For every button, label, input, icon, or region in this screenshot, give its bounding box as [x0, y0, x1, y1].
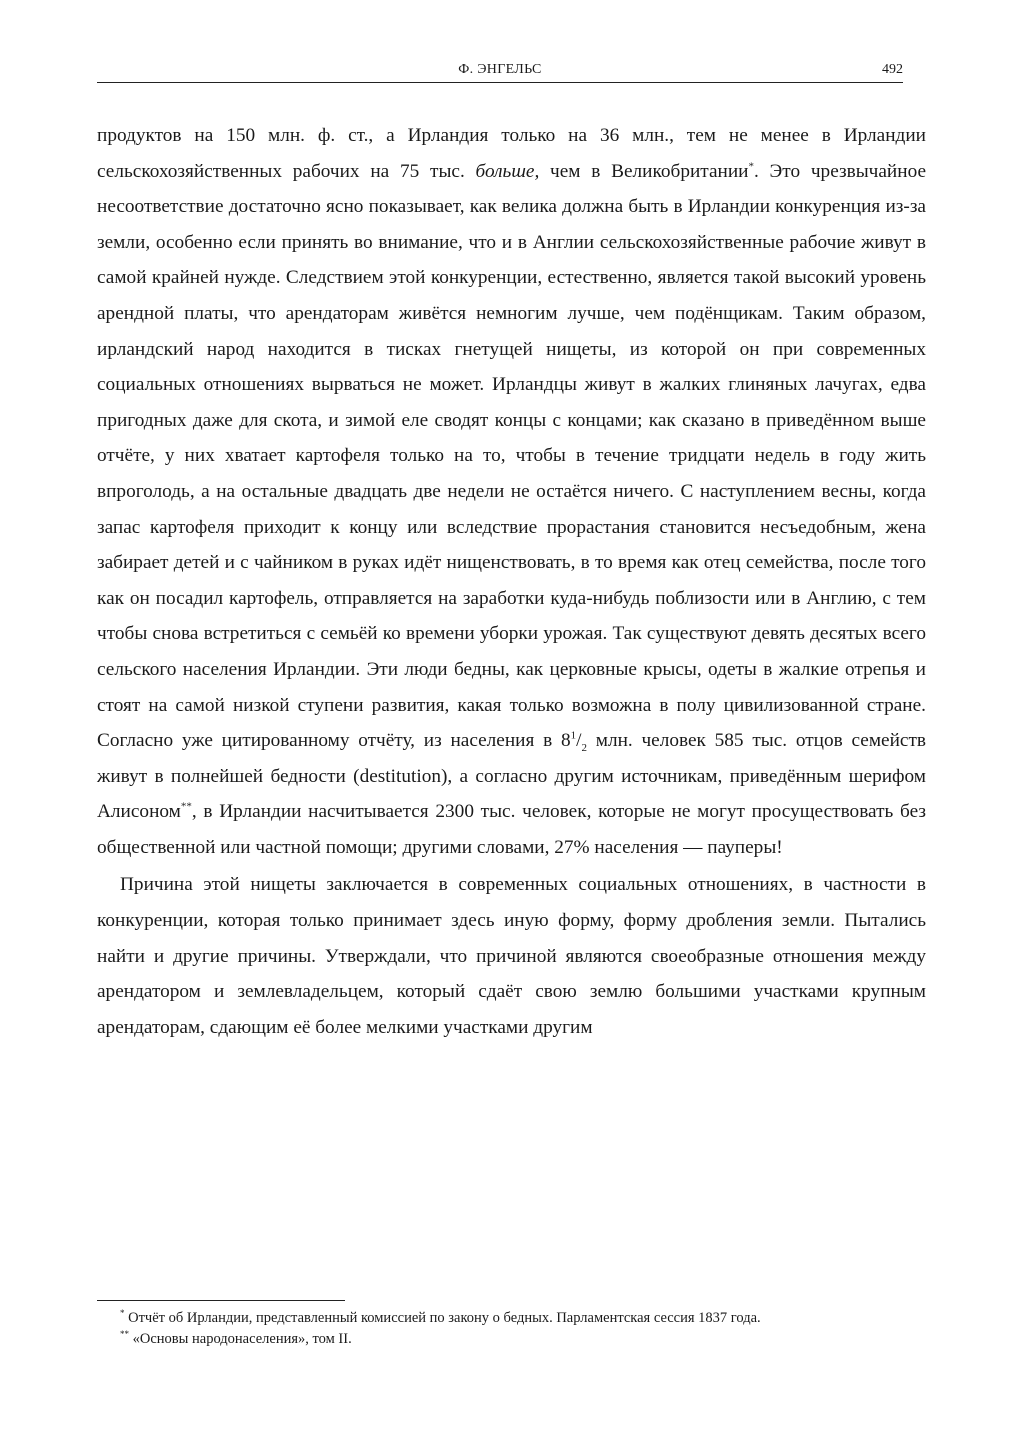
paragraph-2: Причина этой нищеты заключается в современных социальных отношениях, в частности в конкуренции, которая только принимает здесь иную форму, форму дробления земли. Пытались найти и другие причины. Утверждали, что причиной являются своеобразные отношения между арендатором и землевладельцем, который сдаёт свою землю большими участками крупным арендаторам, сдающим её более мелкими участками другим: [97, 874, 926, 1038]
header-title: Ф. ЭНГЕЛЬС: [458, 62, 542, 77]
footnote-separator: [97, 1300, 345, 1301]
fraction-denominator: 2: [581, 741, 587, 754]
emphasis-word: больше,: [475, 160, 540, 182]
running-header: [97, 60, 903, 83]
main-text: [97, 118, 926, 1045]
footnote-2: [120, 1329, 920, 1350]
footnote-2-text: «Основы народонаселения», том II.: [129, 1331, 352, 1347]
paragraph-1-text-5: , в Ирландии насчитывается 2300 тыс. человек, которые не могут просуществовать без общественной или частной помощи; другими словами, 27% населения — пауперы!: [97, 801, 926, 858]
page-number: 492: [882, 62, 903, 77]
footnote-1-mark: *: [120, 1308, 125, 1319]
population-fraction: [560, 729, 587, 754]
paragraph-1-text-2: чем в Великобритании: [539, 160, 749, 182]
footnote-ref-2[interactable]: **: [180, 800, 192, 813]
paragraph-1-text-1: продуктов на 150 млн. ф. ст., а Ирландия только на 36 млн., тем не менее в Ирландии сельскохозяйственных рабочих на 75 тыс.: [97, 125, 926, 182]
fraction-slash: /: [576, 730, 582, 752]
footnotes: [120, 1308, 920, 1350]
footnote-1: [120, 1308, 920, 1329]
fraction-whole: 8: [560, 730, 571, 752]
footnote-1-text: Отчёт об Ирландии, представленный комиссией по закону о бедных. Парламентская сессия 1837 года.: [124, 1310, 761, 1326]
footnote-2-mark: **: [120, 1329, 129, 1340]
paragraph-1-text-3: . Это чрезвычайное несоответствие достаточно ясно показывает, как велика должна быть в Ирландии конкуренция из-за земли, особенно если принять во внимание, что и в Англии сельскохозяйственные рабочие живут в самой крайней нужде. Следствием этой конкуренции, естественно, является такой высокий уровень арендной платы, что арендаторам живётся немногим лучше, чем подёнщикам. Таким образом, ирландский народ находится в тисках гнетущей нищеты, из которой он при современных социальных отношениях вырваться не может. Ирландцы живут в жалких глиняных лачугах, едва пригодных даже для скота, и зимой еле сводят концы с концами; как сказано в приведённом выше отчёте, у них хватает картофеля только на то, чтобы в течение тридцати недель в году жить впроголодь, а на остальные двадцать две недели не остаётся ничего. С наступлением весны, когда запас картофеля приходит к концу или вследствие прорастания становится несъедобным, жена забирает детей и с чайником в руках идёт нищенствовать, в то время как отец семейства, после того как он посадил картофель, отправляется на заработки куда-нибудь поблизости или в Англию, с тем чтобы снова встретиться с семьёй ко времени уборки урожая. Так существуют девять десятых всего сельского населения Ирландии. Эти люди бедны, как церковные крысы, одеты в жалкие отрепья и стоят на самой низкой ступени развития, какая только возможна в полу цивилизованной стране. Согласно уже цитированному отчёту, из населения в: [97, 160, 926, 752]
footnote-ref-1[interactable]: *: [748, 160, 754, 173]
paragraph-1: [97, 118, 926, 865]
paragraph-1-text-4: млн. человек 585 тыс. отцов семейств живут в полнейшей бедности (destitution), а согласно другим источникам, приведённым шерифом Алисоном: [97, 730, 926, 823]
fraction-numerator: 1: [570, 729, 577, 742]
